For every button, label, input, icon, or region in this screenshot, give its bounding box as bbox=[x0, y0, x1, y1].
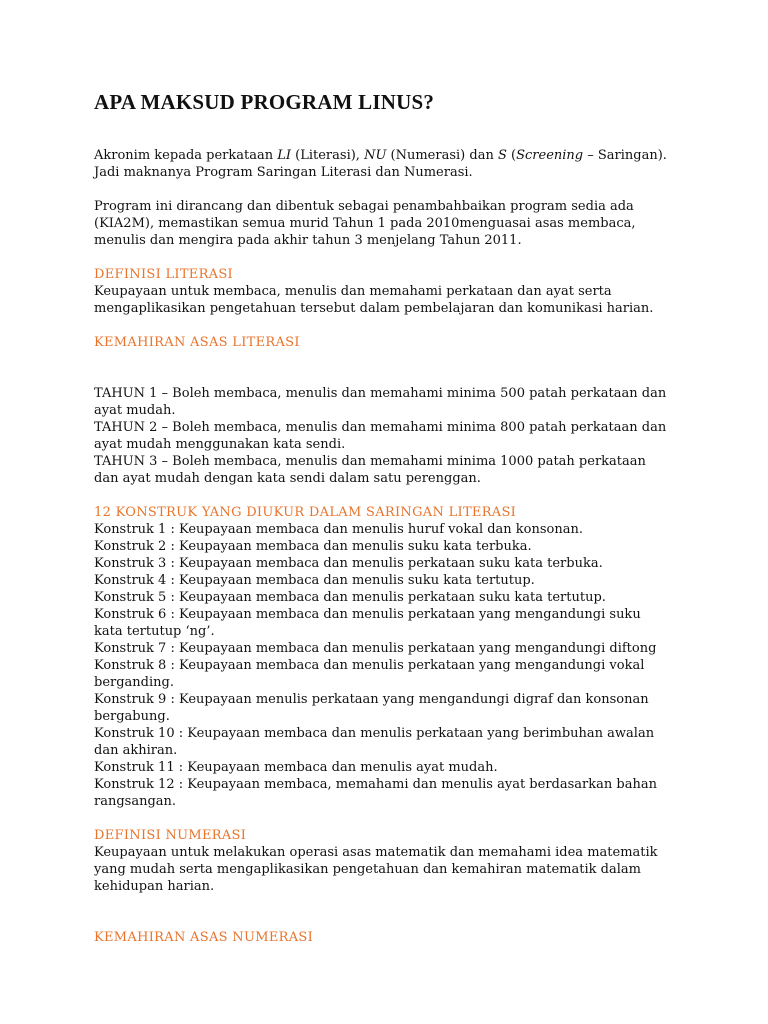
intro-text: (Numerasi) dan bbox=[386, 148, 498, 163]
konstruk-list bbox=[94, 521, 684, 810]
tahun-line: TAHUN 3 – Boleh membaca, menulis dan memahami minima 1000 patah perkataan bbox=[94, 454, 646, 469]
konstruk-line: Konstruk 10 : Keupayaan membaca dan menulis perkataan yang berimbuhan awalan bbox=[94, 726, 655, 741]
konstruk-line: Konstruk 3 : Keupayaan membaca dan menulis perkataan suku kata terbuka. bbox=[94, 556, 603, 571]
intro-li-term: LI bbox=[277, 148, 292, 163]
konstruk-line: Konstruk 8 : Keupayaan membaca dan menulis perkataan yang mengandungi vokal bbox=[94, 658, 645, 673]
definisi-literasi-line: mengaplikasikan pengetahuan tersebut dalam pembelajaran dan komunikasi harian. bbox=[94, 301, 654, 316]
intro-text: ( bbox=[506, 148, 517, 163]
program-line: menulis dan mengira pada akhir tahun 3 menjelang Tahun 2011. bbox=[94, 233, 522, 248]
definisi-literasi-text bbox=[94, 283, 684, 317]
tahun-line: ayat mudah menggunakan kata sendi. bbox=[94, 437, 346, 452]
heading-kemahiran-asas-numerasi: KEMAHIRAN ASAS NUMERASI bbox=[94, 930, 314, 945]
tahun-line: dan ayat mudah dengan kata sendi dalam satu perenggan. bbox=[94, 471, 481, 486]
konstruk-line: Konstruk 2 : Keupayaan membaca dan menulis suku kata terbuka. bbox=[94, 539, 532, 554]
intro-nu-term: NU bbox=[364, 148, 387, 163]
intro-paragraph bbox=[94, 147, 684, 181]
document-page bbox=[94, 90, 684, 946]
heading-definisi-numerasi: DEFINISI NUMERASI bbox=[94, 828, 247, 843]
intro-line-2: Jadi maknanya Program Saringan Literasi dan Numerasi. bbox=[94, 165, 473, 180]
program-paragraph bbox=[94, 198, 684, 249]
intro-text: – Saringan). bbox=[583, 148, 667, 163]
konstruk-line: Konstruk 7 : Keupayaan membaca dan menulis perkataan yang mengandungi diftong bbox=[94, 641, 657, 656]
konstruk-line: Konstruk 6 : Keupayaan membaca dan menulis perkataan yang mengandungi suku bbox=[94, 607, 641, 622]
tahun-line: TAHUN 1 – Boleh membaca, menulis dan memahami minima 500 patah perkataan dan bbox=[94, 386, 667, 401]
intro-text: Akronim kepada perkataan bbox=[94, 148, 278, 163]
konstruk-line: bergabung. bbox=[94, 709, 170, 724]
konstruk-line: Konstruk 12 : Keupayaan membaca, memahami dan menulis ayat berdasarkan bahan bbox=[94, 777, 657, 792]
intro-s-term: S bbox=[497, 148, 507, 163]
page-title: APA MAKSUD PROGRAM LINUS? bbox=[94, 90, 435, 114]
heading-definisi-literasi: DEFINISI LITERASI bbox=[94, 267, 233, 282]
definisi-numerasi-text bbox=[94, 844, 684, 895]
definisi-numerasi-line: kehidupan harian. bbox=[94, 879, 215, 894]
konstruk-line: Konstruk 4 : Keupayaan membaca dan menulis suku kata tertutup. bbox=[94, 573, 535, 588]
definisi-numerasi-line: yang mudah serta mengaplikasikan pengetahuan dan kemahiran matematik dalam bbox=[94, 862, 641, 877]
intro-line-1 bbox=[94, 147, 684, 164]
konstruk-line: Konstruk 5 : Keupayaan membaca dan menulis perkataan suku kata tertutup. bbox=[94, 590, 606, 605]
konstruk-line: dan akhiran. bbox=[94, 743, 178, 758]
intro-text: (Literasi), bbox=[291, 148, 365, 163]
heading-konstruk: 12 KONSTRUK YANG DIUKUR DALAM SARINGAN LITERASI bbox=[94, 505, 517, 520]
heading-kemahiran-asas-literasi: KEMAHIRAN ASAS LITERASI bbox=[94, 335, 300, 350]
konstruk-line: Konstruk 9 : Keupayaan menulis perkataan yang mengandungi digraf dan konsonan bbox=[94, 692, 649, 707]
konstruk-line: Konstruk 1 : Keupayaan membaca dan menulis huruf vokal dan konsonan. bbox=[94, 522, 584, 537]
tahun-line: ayat mudah. bbox=[94, 403, 176, 418]
konstruk-line: Konstruk 11 : Keupayaan membaca dan menulis ayat mudah. bbox=[94, 760, 498, 775]
tahun-line: TAHUN 2 – Boleh membaca, menulis dan memahami minima 800 patah perkataan dan bbox=[94, 420, 667, 435]
program-line: (KIA2M), memastikan semua murid Tahun 1 pada 2010menguasai asas membaca, bbox=[94, 216, 636, 231]
konstruk-line: berganding. bbox=[94, 675, 174, 690]
program-line: Program ini dirancang dan dibentuk sebagai penambahbaikan program sedia ada bbox=[94, 199, 634, 214]
intro-screening-term: Screening bbox=[516, 148, 584, 163]
konstruk-line: kata tertutup ‘ng’. bbox=[94, 624, 215, 639]
definisi-literasi-line: Keupayaan untuk membaca, menulis dan memahami perkataan dan ayat serta bbox=[94, 284, 612, 299]
tahun-list bbox=[94, 385, 684, 487]
konstruk-line: rangsangan. bbox=[94, 794, 177, 809]
definisi-numerasi-line: Keupayaan untuk melakukan operasi asas matematik dan memahami idea matematik bbox=[94, 845, 658, 860]
